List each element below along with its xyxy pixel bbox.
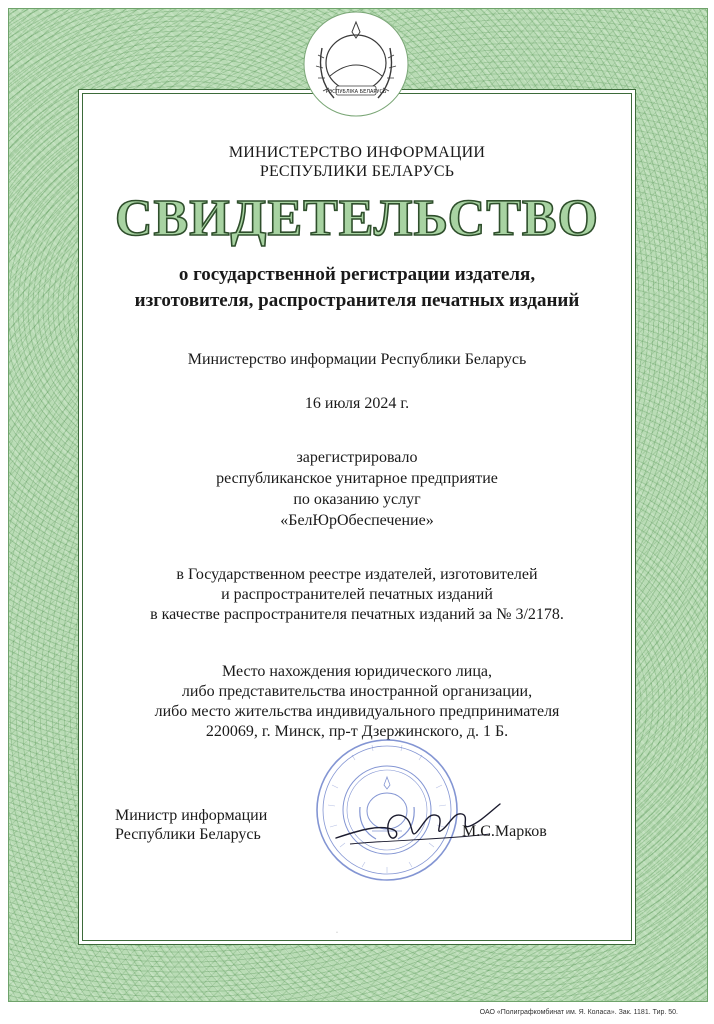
registry-line1: в Государственном реестре издателей, изготовителей	[176, 566, 538, 583]
belarus-state-emblem-icon	[300, 8, 412, 120]
issue-date: 16 июля 2024 г.	[304, 395, 410, 412]
location-line2: либо представительства иностранной организации,	[181, 683, 533, 700]
subtitle-line2: изготовителя, распространителя печатных изданий	[134, 290, 580, 311]
ministry-heading-line1: МИНИСТЕРСТВО ИНФОРМАЦИИ	[228, 144, 486, 161]
ministry-heading-line2: РЕСПУБЛИКИ БЕЛАРУСЬ	[259, 163, 455, 180]
issuing-authority: Министерство информации Республики Беларусь	[187, 351, 527, 368]
printer-imprint: ОАО «Полиграфкомбинат им. Я. Коласа». Зак. 1181. Тир. 50.	[479, 1009, 678, 1016]
registry-block	[82, 565, 632, 625]
location-line1: Место нахождения юридического лица,	[221, 663, 493, 680]
signatory-title	[115, 806, 267, 844]
location-block	[82, 662, 632, 742]
stray-mark: ·	[336, 930, 338, 936]
registered-line4: «БелЮрОбеспечение»	[280, 512, 434, 529]
signatory-title-line1: Министр информации	[115, 807, 268, 824]
registry-line3: в качестве распространителя печатных изданий за № 3/2178.	[150, 606, 564, 623]
registry-line2: и распространителей печатных изданий	[221, 586, 493, 603]
registered-line3: по оказанию услуг	[293, 491, 421, 508]
location-line4: 220069, г. Минск, пр-т Дзержинского, д. 1 Б.	[205, 723, 509, 740]
certificate-title-text: СВИДЕТЕЛЬСТВО	[114, 190, 600, 247]
registered-line2: республиканское унитарное предприятие	[216, 470, 498, 487]
registered-line1: зарегистрировало	[296, 449, 418, 466]
subtitle-line1: о государственной регистрации издателя,	[178, 264, 536, 285]
location-line3: либо место жительства индивидуального предпринимателя	[154, 703, 560, 720]
registered-entity-block	[82, 447, 632, 531]
ministry-heading	[82, 143, 632, 181]
signatory-name: М.С.Марков	[462, 823, 547, 840]
signatory-title-line2: Республики Беларусь	[115, 826, 261, 843]
emblem-ribbon-text: РЭСПУБЛІКА БЕЛАРУСЬ	[325, 89, 387, 95]
certificate-subtitle	[82, 262, 632, 314]
certificate-title	[114, 183, 600, 249]
